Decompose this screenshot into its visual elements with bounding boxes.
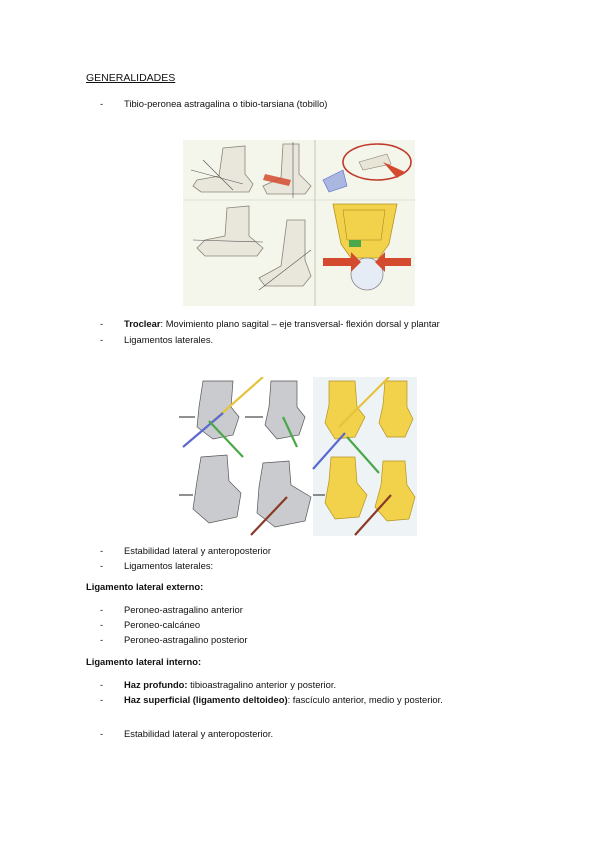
list-item	[100, 728, 273, 739]
item-text: : fascículo anterior, medio y posterior.	[287, 694, 443, 705]
list-item	[100, 98, 327, 109]
list-item	[100, 604, 243, 615]
item-text: Peroneo-astragalino posterior	[124, 634, 248, 645]
section-heading-lateral-interno: Ligamento lateral interno:	[86, 656, 202, 667]
list-item	[100, 619, 200, 630]
item-bold-text: Haz superficial (ligamento deltoideo)	[124, 694, 288, 705]
page-title: GENERALIDADES	[86, 72, 176, 84]
ankle-movements-illustration	[183, 140, 415, 306]
bullet-dash: -	[100, 634, 104, 645]
item-text: Ligamentos laterales:	[124, 560, 214, 571]
bullet-dash: -	[100, 694, 104, 705]
item-text: Peroneo-astragalino anterior	[124, 604, 243, 615]
item-text: Estabilidad lateral y anteroposterior	[124, 545, 271, 556]
figure-ankle-movements	[183, 140, 415, 306]
item-text: tibioastragalino anterior y posterior.	[187, 679, 337, 690]
bullet-dash: -	[100, 619, 104, 630]
item-text: Tibio-peronea astragalina o tibio-tarsiana (tobillo)	[124, 98, 328, 109]
list-item	[100, 318, 440, 329]
item-text: Estabilidad lateral y anteroposterior.	[124, 728, 274, 739]
bullet-dash: -	[100, 604, 104, 615]
item-text: Peroneo-calcáneo	[124, 619, 201, 630]
bullet-dash: -	[100, 679, 104, 690]
list-item	[100, 560, 213, 571]
bullet-dash: -	[100, 318, 104, 329]
bullet-dash: -	[100, 728, 104, 739]
list-item	[100, 694, 443, 705]
bullet-dash: -	[100, 545, 104, 556]
item-bold-text: Haz profundo:	[124, 679, 188, 690]
bullet-dash: -	[100, 98, 104, 109]
item-text: Ligamentos laterales.	[124, 334, 214, 345]
bullet-dash: -	[100, 334, 104, 345]
list-item	[100, 545, 271, 556]
list-item	[100, 334, 213, 345]
ankle-ligaments-illustration	[179, 377, 417, 536]
list-item	[100, 634, 248, 645]
bullet-dash: -	[100, 560, 104, 571]
item-bold-text: Troclear	[124, 318, 161, 329]
list-item	[100, 679, 336, 690]
section-heading-lateral-externo: Ligamento lateral externo:	[86, 581, 204, 592]
item-text: : Movimiento plano sagital – eje transversal- flexión dorsal y plantar	[160, 318, 440, 329]
figure-ankle-ligaments	[179, 377, 417, 536]
